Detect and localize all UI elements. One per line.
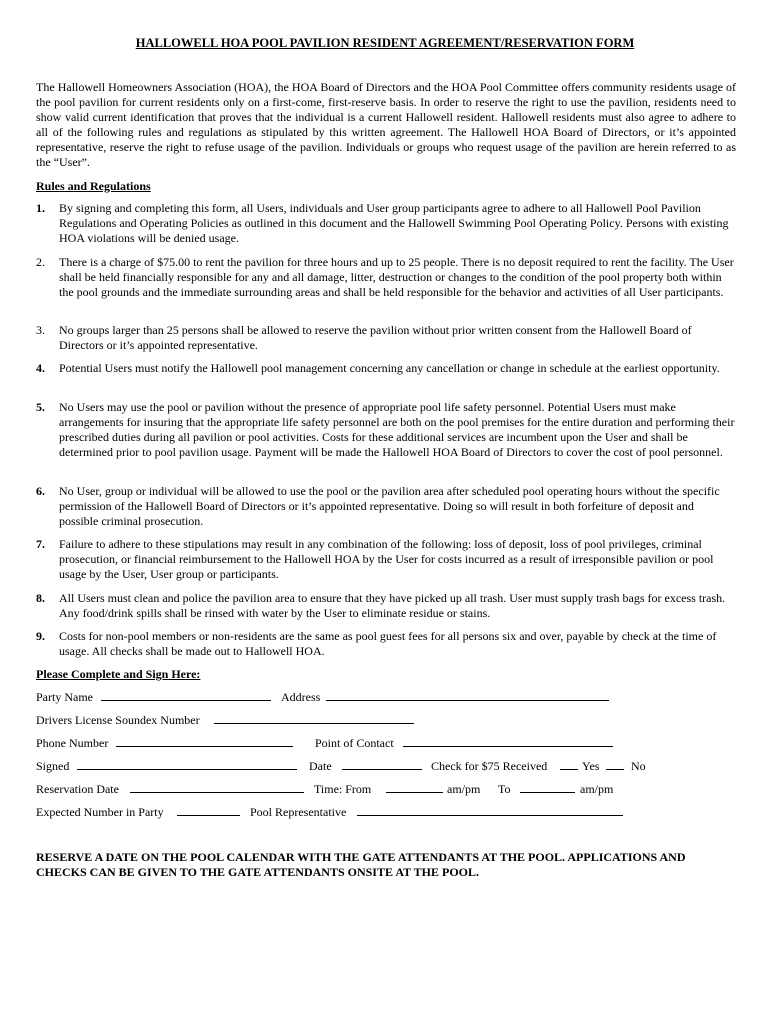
expected-number-label: Expected Number in Party xyxy=(36,805,164,819)
reservation-date-field[interactable] xyxy=(130,792,304,793)
rule-text: Failure to adhere to these stipulations may result in any combination of the following: loss of deposit, loss of pool privileges, criminal prosecution, or financial reimbursement to the Hallowell HOA by the User for costs incurred as a result of irresponsible pavilion or pool usage by the User, User group or participants. xyxy=(59,537,714,581)
intro-paragraph: The Hallowell Homeowners Association (HOA), the HOA Board of Directors and the HOA Pool Committee offers community residents usage of the pool pavilion for current residents only on a first-come, first-reserve basis. In order to reserve the right to use the pavilion, residents need to show valid current identification that proves that the individual is a current Hallowell resident. Hallowell residents must also agree to adhere to all of the following rules and regulations as stipulated by this written agreement. The Hallowell HOA Board of Directors, or it’s appointed representative, reserve the right to refuse usage of the pavilion. Individuals or groups who request usage of the pavilion are herein referred to as the “User”. xyxy=(36,80,736,169)
rule-number: 3. xyxy=(36,323,45,337)
rule-item xyxy=(36,323,736,353)
time-to-field[interactable] xyxy=(520,792,575,793)
rule-text: Costs for non-pool members or non-residents are the same as pool guest fees for all persons six and over, payable by check at the time of usage. All checks shall be made out to Hallowell HOA. xyxy=(59,629,717,658)
address-label: Address xyxy=(281,690,321,704)
page-title: HALLOWELL HOA POOL PAVILION RESIDENT AGREEMENT/RESERVATION FORM xyxy=(135,36,635,50)
rule-text: No User, group or individual will be allowed to use the pool or the pavilion area after scheduled pool operating hours without the specific permission of the Hallowell Board of Directors or it’s appointed representative. Doing so will result in both forfeiture of deposit and possible criminal prosecution. xyxy=(59,484,720,528)
time-from-ampm-label: am/pm xyxy=(447,782,481,796)
rule-number: 4. xyxy=(36,361,45,375)
rule-item xyxy=(36,255,736,300)
check-received-label: Check for $75 Received xyxy=(431,759,548,773)
rules-heading: Rules and Regulations xyxy=(36,179,151,193)
rule-item xyxy=(36,591,736,621)
rule-text: There is a charge of $75.00 to rent the pavilion for three hours and up to 25 people. There is no deposit required to rent the facility. The User shall be held financially responsible for any and all damage, litter, destruction or changes to the condition of the pool property both within the pool grounds and the immediate surrounding areas and shall be held responsible for the behavior and activities of all User participants. xyxy=(59,255,734,299)
expected-number-field[interactable] xyxy=(177,815,240,816)
pool-representative-field[interactable] xyxy=(357,815,623,816)
rule-text: Potential Users must notify the Hallowell pool management concerning any cancellation or change in schedule at the earliest opportunity. xyxy=(59,361,720,375)
signature-field[interactable] xyxy=(77,769,297,770)
date-field[interactable] xyxy=(342,769,422,770)
point-of-contact-label: Point of Contact xyxy=(315,736,394,750)
rule-number: 5. xyxy=(36,400,45,414)
drivers-license-label: Drivers License Soundex Number xyxy=(36,713,200,727)
rule-text: No groups larger than 25 persons shall be allowed to reserve the pavilion without prior written consent from the Hallowell Board of Directors or it’s appointed representative. xyxy=(59,323,692,352)
party-name-label: Party Name xyxy=(36,690,93,704)
drivers-license-field[interactable] xyxy=(214,723,414,724)
no-label: No xyxy=(631,759,646,773)
rule-number: 7. xyxy=(36,537,45,551)
check-no-field[interactable] xyxy=(606,769,624,770)
reservation-date-label: Reservation Date xyxy=(36,782,119,796)
address-field[interactable] xyxy=(326,700,609,701)
rule-item xyxy=(36,361,736,376)
rule-number: 8. xyxy=(36,591,45,605)
rule-number: 9. xyxy=(36,629,45,643)
signed-label: Signed xyxy=(36,759,70,773)
rule-item xyxy=(36,629,736,659)
check-yes-field[interactable] xyxy=(560,769,578,770)
rule-text: By signing and completing this form, all Users, individuals and User group participants agree to adhere to all Hallowell Pool Pavilion Regulations and Operating Policies as outlined in this document and the Hallowell Swimming Pool Operating Policy. Persons with existing HOA violations will be denied usage. xyxy=(59,201,729,245)
rule-item xyxy=(36,400,736,460)
party-name-field[interactable] xyxy=(101,700,271,701)
time-to-label: To xyxy=(498,782,511,796)
rule-text: No Users may use the pool or pavilion without the presence of appropriate pool life safety personnel. Potential Users must make arrangements for insuring that the appropriate life safety personnel are both on the pool premises for the entire duration and performing their prescribed duties during all pavilion or pool activities. Costs for these additional services are incumbent upon the User and shall be determined prior to pool pavilion usage. Payment will be made the Hallowell HOA Board of Directors to cover the cost of pool personnel. xyxy=(59,400,735,459)
time-to-ampm-label: am/pm xyxy=(580,782,614,796)
rule-number: 1. xyxy=(36,201,45,215)
footer-notice: RESERVE A DATE ON THE POOL CALENDAR WITH THE GATE ATTENDANTS AT THE POOL. APPLICATIONS AND CHECKS CAN BE GIVEN TO THE GATE ATTENDANTS ONSITE AT THE POOL. xyxy=(36,850,686,879)
pool-representative-label: Pool Representative xyxy=(250,805,347,819)
rule-number: 2. xyxy=(36,255,45,269)
date-label: Date xyxy=(309,759,332,773)
rule-item xyxy=(36,484,736,529)
phone-number-field[interactable] xyxy=(116,746,293,747)
time-from-label: Time: From xyxy=(314,782,372,796)
rule-item xyxy=(36,201,736,246)
rule-text: All Users must clean and police the pavilion area to ensure that they have picked up all trash. User must supply trash bags for excess trash. Any food/drink spills shall be rinsed with water by the User to eliminate residue or stains. xyxy=(59,591,726,620)
phone-number-label: Phone Number xyxy=(36,736,109,750)
yes-label: Yes xyxy=(582,759,600,773)
rule-number: 6. xyxy=(36,484,45,498)
rule-item xyxy=(36,537,736,582)
point-of-contact-field[interactable] xyxy=(403,746,613,747)
complete-sign-heading: Please Complete and Sign Here: xyxy=(36,667,201,681)
time-from-field[interactable] xyxy=(386,792,443,793)
